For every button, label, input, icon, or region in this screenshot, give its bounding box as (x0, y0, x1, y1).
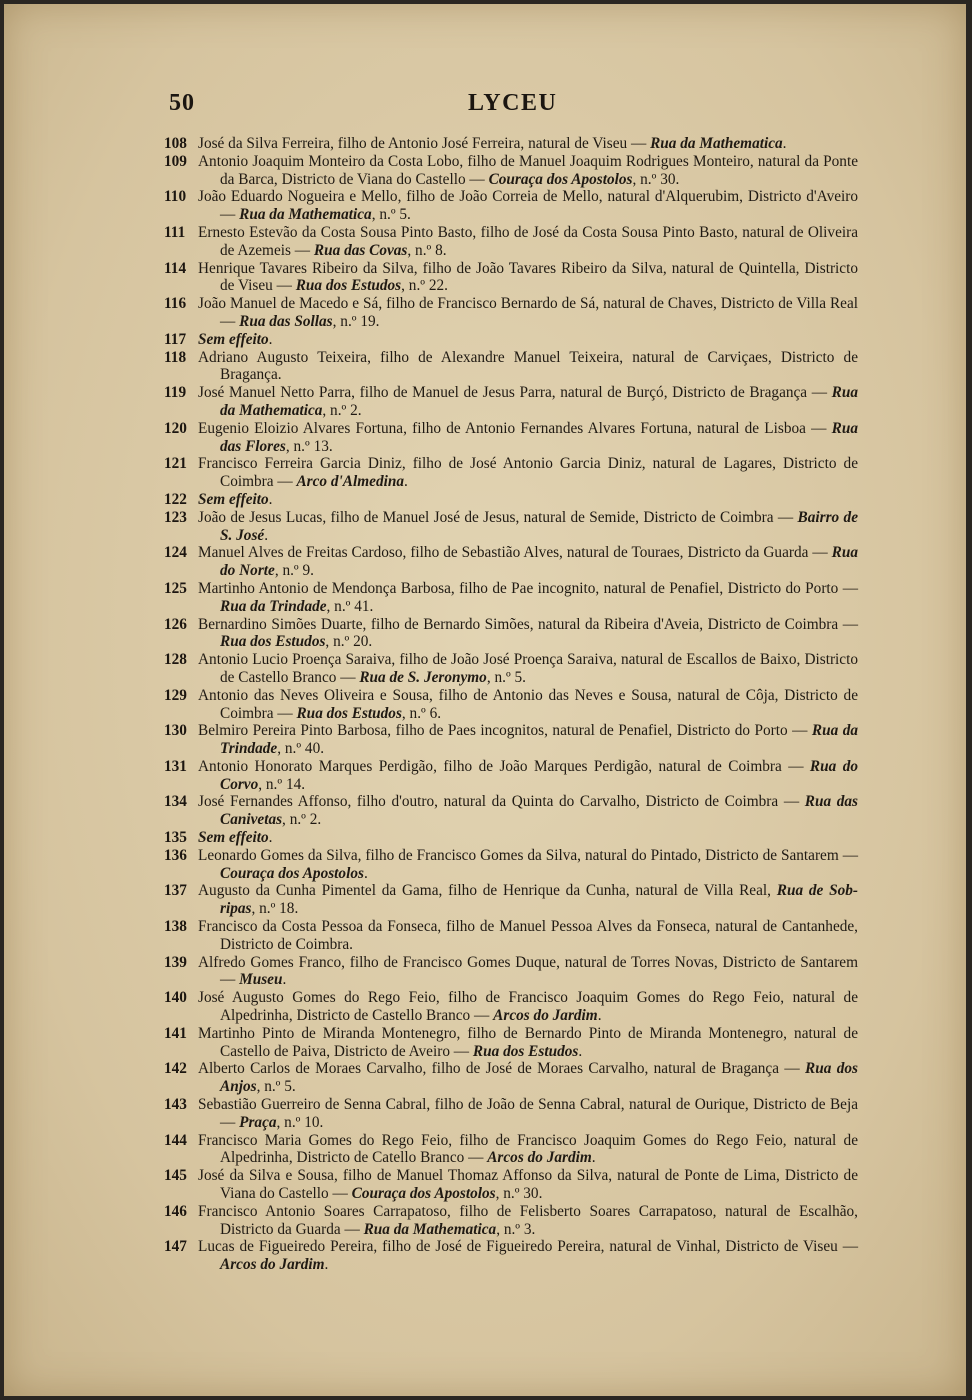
entry-number: 119 (164, 384, 187, 402)
entry-number: 116 (164, 295, 187, 313)
entry-description: Alberto Carlos de Moraes Carvalho, filho de José de Moraes Carvalho, natural de Bragança — (198, 1060, 800, 1078)
entry-number: 137 (164, 882, 187, 900)
entry-address: Rua de Sob-ripas (220, 882, 859, 918)
list-item (164, 758, 858, 794)
entry-number: 121 (164, 455, 187, 473)
entry-suffix: . (363, 864, 368, 882)
entry-address: Rua das Canivetas (220, 793, 858, 829)
entry-text (198, 793, 858, 829)
list-item (164, 1238, 858, 1274)
entry-address: Rua das Flores (220, 419, 859, 455)
entry-address: Rua das Sollas (239, 312, 333, 330)
entry-text (198, 722, 858, 758)
list-item (164, 829, 858, 847)
list-item (164, 224, 858, 260)
entry-suffix: , n.º 5. (486, 668, 526, 686)
entry-address: Rua da Trindade (220, 597, 327, 615)
list-item (164, 1060, 858, 1096)
entry-text (198, 224, 858, 260)
entry-number: 139 (164, 953, 187, 971)
entry-text (198, 153, 858, 189)
entry-text (198, 1132, 858, 1168)
entry-address: Rua dos Estudos (296, 704, 402, 722)
entry-suffix: , n.º 18. (251, 900, 299, 918)
list-item (164, 420, 858, 456)
entry-text (198, 349, 858, 385)
entry-suffix: . (268, 490, 273, 508)
entry-suffix: , n.º 13. (285, 437, 333, 455)
entry-text (198, 509, 858, 545)
entry-address: Rua do Norte (220, 544, 859, 580)
entry-text (198, 1025, 858, 1061)
entry-address: Arcos do Jardim (487, 1149, 592, 1167)
entry-number: 125 (164, 579, 187, 597)
entry-address: Bairro de S. José (220, 508, 858, 544)
entry-number: 134 (164, 793, 187, 811)
entry-number: 117 (164, 330, 187, 348)
list-item (164, 882, 858, 918)
entry-number: 140 (164, 989, 187, 1007)
entry-text (198, 616, 858, 652)
entry-suffix: . (404, 473, 408, 491)
entry-address: Couraça dos Apostolos (351, 1185, 496, 1203)
entry-address: Sem effeito (198, 829, 269, 847)
entry-suffix: , n.º 2. (282, 811, 322, 829)
list-item (164, 1132, 858, 1168)
entry-number: 146 (164, 1202, 187, 1220)
page-sheet (4, 4, 966, 1396)
entry-address: Rua da Mathematica (239, 206, 372, 224)
entry-address: Rua da Mathematica (220, 384, 858, 419)
entry-text (198, 544, 858, 580)
entry-suffix: , n.º 20. (325, 633, 373, 651)
entry-address: Sem effeito (198, 330, 269, 348)
entry-number: 114 (164, 259, 187, 277)
entry-suffix: , n.º 10. (276, 1113, 324, 1131)
entry-text (198, 580, 858, 616)
entry-text (198, 847, 858, 883)
list-item (164, 1203, 858, 1239)
entry-address: Arcos do Jardim (220, 1256, 325, 1274)
entry-description: Antonio das Neves Oliveira e Sousa, filho de Antonio das Neves e Sousa, natural de Côja, Districto de Coimbra — (198, 686, 858, 722)
entry-description: Eugenio Eloizio Alvares Fortuna, filho de Antonio Fernandes Alvares Fortuna, natural de Lisboa — (198, 419, 827, 437)
list-item (164, 455, 858, 491)
entry-number: 109 (164, 152, 187, 170)
entry-description: Antonio Joaquim Monteiro da Costa Lobo, filho de Manuel Joaquim Rodrigues Monteiro, natural da Ponte da Barca, Districto de Viana do Castello — (198, 152, 858, 188)
entry-text (198, 758, 858, 794)
entry-description: José Augusto Gomes do Rego Feio, filho de Francisco Joaquim Gomes do Rego Feio, natural de Alpedrinha, Districto de Castello Branco — (198, 989, 858, 1025)
entry-suffix: . (264, 526, 269, 544)
list-item (164, 954, 858, 990)
entry-description: Francisco da Costa Pessoa da Fonseca, filho de Manuel Pessoa Alves da Fonseca, natural de Cantanhede, Districto de Coimbra. (198, 918, 858, 953)
entry-number: 126 (164, 615, 187, 633)
list-item (164, 793, 858, 829)
entry-number: 141 (164, 1024, 187, 1042)
list-item (164, 491, 858, 509)
entry-description: Francisco Ferreira Garcia Diniz, filho de José Antonio Garcia Diniz, natural de Lagares, Districto de Coimbra — (198, 455, 858, 491)
entry-address: Rua dos Estudos (220, 633, 326, 651)
list-item (164, 651, 858, 687)
entry-suffix: . (268, 330, 273, 348)
entry-address: Rua dos Anjos (220, 1060, 858, 1096)
entry-suffix: . (597, 1007, 602, 1025)
entry-suffix: . (282, 971, 287, 989)
entry-text (198, 295, 858, 331)
entry-number: 136 (164, 846, 187, 864)
entry-description: Lucas de Figueiredo Pereira, filho de José de Figueiredo Pereira, natural de Vinhal, Districto de Viseu — (198, 1238, 858, 1256)
entry-suffix: , n.º 30. (632, 170, 680, 188)
entry-suffix: . (782, 135, 787, 152)
entry-text (198, 331, 858, 349)
list-item (164, 188, 858, 224)
entry-address: Arcos do Jardim (493, 1007, 598, 1025)
list-item (164, 135, 858, 153)
entry-description: João Eduardo Nogueira e Mello, filho de João Correia de Mello, natural d'Alquerubim, Districto d'Aveiro — (198, 188, 858, 224)
entry-description: José da Silva Ferreira, filho de Antonio José Ferreira, natural de Viseu — (198, 135, 647, 152)
entry-text (198, 989, 858, 1025)
list-item (164, 384, 858, 420)
entry-description: Adriano Augusto Teixeira, filho de Alexandre Manuel Teixeira, natural de Carviçaes, Districto de Bragança. (198, 348, 858, 384)
entry-suffix: , n.º 14. (258, 775, 306, 793)
entry-address: Rua da Trindade (220, 722, 859, 758)
entry-number: 120 (164, 419, 187, 437)
entry-text (198, 954, 858, 990)
entry-description: Sebastião Guerreiro de Senna Cabral, filho de João de Senna Cabral, natural de Ourique, Districto de Beja — (198, 1096, 858, 1131)
entry-text (198, 651, 858, 687)
entry-description: Alfredo Gomes Franco, filho de Francisco Gomes Duque, natural de Torres Novas, Districto de Santarem — (198, 953, 858, 989)
list-item (164, 295, 858, 331)
page-number: 50 (169, 90, 195, 116)
entry-number: 123 (164, 508, 187, 526)
entry-description: Augusto da Cunha Pimentel da Gama, filho de Henrique da Cunha, natural de Villa Real, (198, 882, 771, 900)
list-item (164, 544, 858, 580)
entry-number: 145 (164, 1167, 187, 1185)
entry-text (198, 491, 858, 509)
entry-description: José Manuel Netto Parra, filho de Manuel de Jesus Parra, natural de Burçó, Districto de Bragança — (198, 384, 828, 402)
entry-address: Rua dos Estudos (295, 277, 402, 295)
entry-suffix: , n.º 5. (371, 206, 411, 224)
entry-suffix: , n.º 41. (326, 597, 374, 615)
entry-suffix: , n.º 5. (256, 1078, 296, 1096)
entry-description: Leonardo Gomes da Silva, filho de Francisco Gomes da Silva, natural do Pintado, Districto de Santarem — (198, 846, 858, 864)
list-item (164, 1096, 858, 1132)
entry-description: Francisco Maria Gomes do Rego Feio, filho de Francisco Joaquim Gomes do Rego Feio, natural de Alpedrinha, Districto de Catello Branco — (198, 1131, 858, 1167)
list-item (164, 722, 858, 758)
entry-suffix: . (578, 1042, 583, 1060)
entry-suffix: , n.º 22. (401, 277, 448, 295)
list-item (164, 616, 858, 652)
entry-number: 128 (164, 651, 187, 669)
page-title: LYCEU (468, 90, 558, 116)
entry-number: 124 (164, 544, 187, 562)
entry-address: Couraça dos Apostolos (488, 170, 633, 188)
entry-text (198, 188, 858, 224)
entry-suffix: . (268, 829, 273, 847)
entry-text (198, 135, 858, 153)
entry-number: 111 (164, 223, 186, 241)
entry-address: Praça (239, 1113, 277, 1131)
entry-description: Francisco Antonio Soares Carrapatoso, filho de Felisberto Soares Carrapatoso, natural de Escalhão, Districto da Guarda — (198, 1202, 858, 1238)
entry-number: 110 (164, 188, 187, 206)
entry-text (198, 1167, 858, 1203)
list-item (164, 847, 858, 883)
entry-text (198, 455, 858, 491)
entry-suffix: , n.º 8. (407, 241, 447, 259)
entry-text (198, 420, 858, 456)
entry-description: Belmiro Pereira Pinto Barbosa, filho de Paes incognitos, natural de Penafiel, Districto do Porto — (198, 722, 808, 740)
entry-number: 147 (164, 1238, 187, 1256)
list-item (164, 687, 858, 723)
entry-description: José Fernandes Affonso, filho d'outro, natural da Quinta do Carvalho, Districto de Coimbra — (198, 793, 800, 811)
entry-text (198, 1060, 858, 1096)
entry-suffix: , n.º 30. (495, 1185, 543, 1203)
entry-number: 135 (164, 829, 187, 847)
entry-number: 144 (164, 1131, 187, 1149)
list-item (164, 153, 858, 189)
entry-address: Rua da Mathematica (363, 1220, 497, 1238)
entry-text (198, 882, 858, 918)
entry-suffix: , n.º 3. (496, 1220, 536, 1238)
entry-text (198, 918, 858, 954)
list-item (164, 349, 858, 385)
entry-number: 143 (164, 1096, 187, 1114)
entry-text (198, 687, 858, 723)
entry-text (198, 1238, 858, 1274)
entry-number: 122 (164, 490, 187, 508)
list-item (164, 989, 858, 1025)
entry-description: Henrique Tavares Ribeiro da Silva, filho de João Tavares Ribeiro da Silva, natural de Quintella, Districto de Viseu — (198, 259, 858, 295)
entry-number: 131 (164, 757, 187, 775)
entry-suffix: . (591, 1149, 596, 1167)
list-item (164, 509, 858, 545)
entry-address: Sem effeito (198, 490, 269, 508)
list-item (164, 331, 858, 349)
entry-description: Martinho Pinto de Miranda Montenegro, filho de Bernardo Pinto de Miranda Montenegro, natural de Castello de Paiva, Districto de Aveiro — (198, 1024, 858, 1060)
list-item (164, 918, 858, 954)
entry-text (198, 1203, 858, 1239)
entry-description: Antonio Honorato Marques Perdigão, filho de João Marques Perdigão, natural de Coimbra — (198, 757, 804, 775)
entry-description: José da Silva e Sousa, filho de Manuel Thomaz Affonso da Silva, natural de Ponte de Lima, Districto de Viana do Castello — (198, 1167, 858, 1203)
entry-description: Antonio Lucio Proença Saraiva, filho de João José Proença Saraiva, natural de Escallos de Baixo, Districto de Castello Branco — (198, 651, 858, 686)
entry-number: 129 (164, 686, 187, 704)
entry-address: Rua da Mathematica (650, 135, 783, 152)
student-list (164, 135, 858, 1274)
entry-text (198, 1096, 858, 1132)
entry-number: 118 (164, 348, 187, 366)
entry-suffix: . (324, 1256, 329, 1274)
entry-address: Rua de S. Jeronymo (359, 668, 487, 686)
entry-text (198, 829, 858, 847)
list-item (164, 1025, 858, 1061)
entry-description: Ernesto Estevão da Costa Sousa Pinto Basto, filho de José da Costa Sousa Pinto Basto, natural de Oliveira de Azemeis — (198, 223, 858, 259)
entry-text (198, 384, 858, 420)
entry-address: Rua das Covas (313, 241, 408, 259)
entry-description: João de Jesus Lucas, filho de Manuel José de Jesus, natural de Semide, Districto de Coimbra — (198, 508, 794, 526)
entry-suffix: , n.º 9. (274, 562, 314, 580)
entry-address: Rua dos Estudos (472, 1042, 579, 1060)
entry-number: 130 (164, 722, 187, 740)
entry-suffix: , n.º 40. (277, 740, 325, 758)
list-item (164, 260, 858, 296)
list-item (164, 1167, 858, 1203)
entry-description: Manuel Alves de Freitas Cardoso, filho de Sebastião Alves, natural de Touraes, Districto da Guarda — (198, 544, 828, 562)
entry-number: 142 (164, 1060, 187, 1078)
entry-text (198, 260, 858, 296)
entry-address: Couraça dos Apostolos (220, 864, 364, 882)
list-item (164, 580, 858, 616)
entry-suffix: , n.º 19. (332, 312, 380, 330)
entry-description: João Manuel de Macedo e Sá, filho de Francisco Bernardo de Sá, natural de Chaves, Districto de Villa Real — (198, 295, 858, 330)
entry-description: Martinho Antonio de Mendonça Barbosa, filho de Pae incognito, natural de Penafiel, Districto do Porto — (198, 579, 858, 597)
entry-number: 108 (164, 135, 187, 152)
entry-address: Museu (239, 971, 283, 989)
entry-address: Arco d'Almedina (296, 473, 404, 491)
entry-suffix: , n.º 2. (322, 401, 362, 419)
entry-suffix: , n.º 6. (401, 704, 442, 722)
entry-description: Bernardino Simões Duarte, filho de Bernardo Simões, natural da Ribeira d'Aveia, Districto de Coimbra — (198, 615, 858, 633)
entry-number: 138 (164, 918, 187, 936)
entry-address: Rua do Corvo (220, 757, 858, 793)
